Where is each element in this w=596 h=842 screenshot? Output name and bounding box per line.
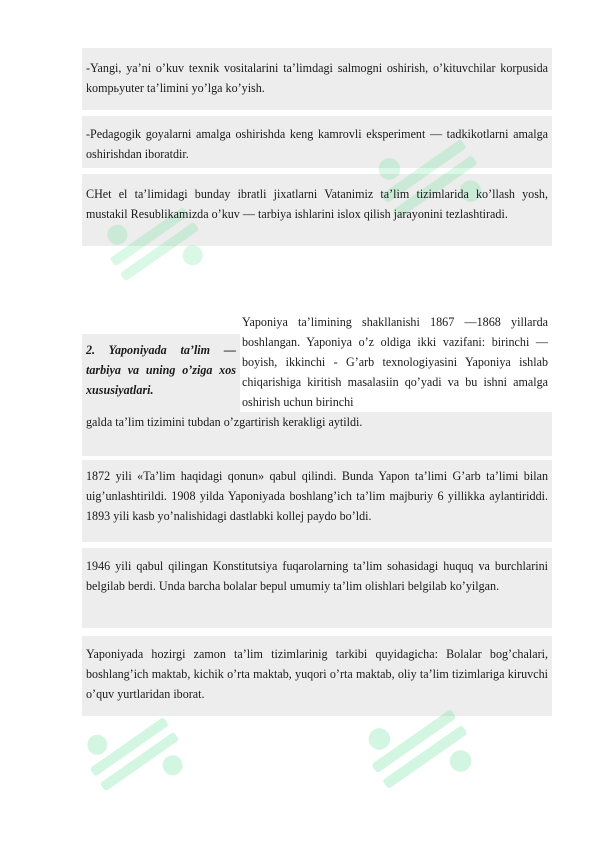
section-intro-continuation: galda ta’lim tizimini tubdan o’zgartirish kerakligi aytildi. [86,415,363,429]
paragraph-2: -Pedagogik goyalarni amalga oshirishda keng kamrovli eksperiment — tadkikotlarni amalga oshirishdan iboratdir. [86,127,548,161]
paragraph-3: CHet el ta’limidagi bunday ibratli jixatlarni Vatanimiz ta’lim tizimlarida ko’llash yosh, mustakil Resublikamizda o’kuv — tarbiya ishlarini islox qilish jarayonini tezlashtiradi. [86,187,548,221]
paragraph-6: 1946 yili qabul qilingan Konstitutsiya fuqarolarning ta’lim sohasidagi huquq va burchlarini belgilab berdi. Unda barcha bolalar bepul umumiy ta’lim olishlari belgilab ko’yilgan. [86,559,548,593]
section-intro-right: Yaponiya ta’limining shakllanishi 1867 —1868 yillarda boshlangan. Yaponiya o’z oldiga ikki vazifani: birinchi — boyish, ikkinchi - G’arb texnologiyasini Yaponiya ishlab chiqarishiga kiritish masalasiin qo’yadi va bu ishni amalga oshirish uchun birinchi [242,315,548,409]
paragraph-1: -Yangi, ya’ni o’kuv texnik vositalarini ta’limdagi salmogni oshirish, o’kituvchilar korpusida kompьyuter ta’limini yo’lga ko’yish. [86,61,548,95]
paragraph-5: 1872 yili «Ta’lim haqidagi qonun» qabul qilindi. Bunda Yapon ta’limi G’arb ta’limi bilan uig’unlashtirildi. 1908 yilda Yaponiyada boshlang’ich ta’lim majburiy 6 yillikka aylantiriddi. 1893 yili kasb yo’nalishidagi dastlabki kollej paydo bo’ldi. [86,469,548,523]
section-heading: 2. Yaponiyada ta’lim — tarbiya va uning o’ziga xos xususiyatlari. [86,343,236,397]
paragraph-7: Yaponiyada hozirgi zamon ta’lim tizimlarinig tarkibi quyidagicha: Bolalar bog’chalari, boshlang’ich maktab, kichik o’rta maktab, yuqori o’rta maktab, oliy ta’lim tizimlariga kiruvchi o’quv yurtlaridan iborat. [86,647,548,701]
